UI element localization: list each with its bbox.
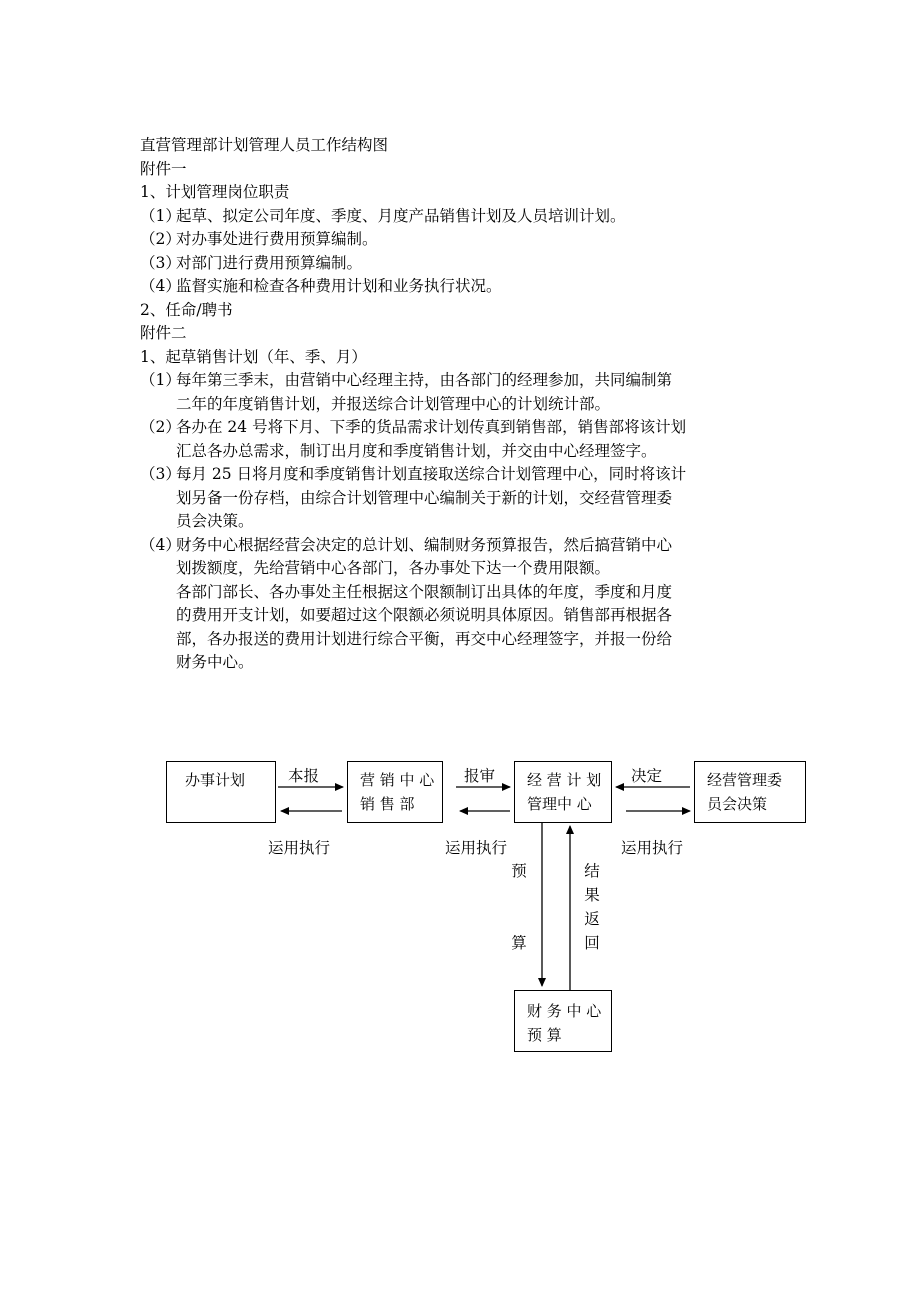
planning-center-box <box>514 761 612 823</box>
label-execute-left: 运用执行 <box>268 839 331 857</box>
label-execute-right: 运用执行 <box>621 839 684 857</box>
committee-box <box>694 761 806 823</box>
item-text-line: 每年第三季末，由营销中心经理主持，由各部门的经理参加，共同编制第 <box>176 371 673 389</box>
item-text-line: 汇总各办总需求，制订出月度和季度销售计划，并交由中心经理签字。 <box>176 441 657 460</box>
label-report: 本报 <box>288 767 320 785</box>
item-number: （3） <box>140 465 181 483</box>
box-text: 销 售 部 <box>360 795 415 813</box>
attachment-one-heading: 附件一 <box>140 159 187 178</box>
item-number: （4） <box>140 277 181 295</box>
paragraph-line: 财务中心。 <box>176 653 254 671</box>
item-number: （1） <box>140 371 181 389</box>
paragraph-line: 各部门部长、各办事处主任根据这个限额制订出具体的年度，季度和月度 <box>176 582 673 601</box>
item-text-line: 财务中心根据经营会决定的总计划、编制财务预算报告，然后搞营销中心 <box>176 535 673 554</box>
section-sales-plan-heading: 1、起草销售计划（年、季、月） <box>140 347 367 366</box>
item-text: 对办事处进行费用预算编制。 <box>176 230 378 248</box>
vertical-char: 回 <box>584 934 600 952</box>
label-budget-vertical <box>509 859 529 955</box>
office-plan-box <box>166 761 276 823</box>
box-text: 预 算 <box>527 1026 562 1044</box>
item-number: （2） <box>140 418 181 436</box>
box-text: 管理中 心 <box>527 795 592 813</box>
item-number: （4） <box>140 535 181 554</box>
item-text-line: 员会决策。 <box>176 512 254 530</box>
item-text-line: 划另备一份存档，由综合计划管理中心编制关于新的计划，交经营管理委 <box>176 488 673 507</box>
marketing-center-box <box>347 761 443 823</box>
vertical-char: 结 <box>584 862 600 880</box>
vertical-char: 预 <box>511 862 527 880</box>
item-text: 监督实施和检查各种费用计划和业务执行状况。 <box>176 277 502 295</box>
item-number: （1） <box>140 206 181 225</box>
section-duties-heading: 1、计划管理岗位职责 <box>140 183 290 201</box>
vertical-char: 返 <box>584 910 600 928</box>
attachment-two-heading: 附件二 <box>140 324 187 342</box>
label-review: 报审 <box>464 767 496 785</box>
document-title: 直营管理部计划管理人员工作结构图 <box>140 136 389 154</box>
label-execute-middle: 运用执行 <box>445 839 508 857</box>
paragraph-line: 的费用开支计划，如要超过这个限额必须说明具体原因。销售部再根据各 <box>176 606 673 624</box>
vertical-char: 算 <box>511 934 527 952</box>
box-text: 办事计划 <box>185 771 246 789</box>
finance-center-box <box>514 990 612 1052</box>
item-text: 起草、拟定公司年度、季度、月度产品销售计划及人员培训计划。 <box>176 206 626 225</box>
paragraph-line: 部，各办报送的费用计划进行综合平衡，再交中心经理签字，并报一份给 <box>176 629 673 648</box>
box-text: 营 销 中 心 <box>360 771 435 789</box>
item-text-line: 划拨额度，先给营销中心各部门，各办事处下达一个费用限额。 <box>176 559 611 577</box>
vertical-char: 果 <box>584 886 600 904</box>
label-decide: 决定 <box>631 767 663 785</box>
box-text: 员会决策 <box>707 795 768 813</box>
box-text: 经营管理委 <box>707 771 783 789</box>
box-text: 财 务 中 心 <box>527 1002 602 1020</box>
item-number: （3） <box>140 253 181 272</box>
item-text-line: 各办在 24 号将下月、下季的货品需求计划传真到销售部，销售部将该计划 <box>176 418 687 436</box>
label-result-vertical <box>582 859 602 955</box>
item-number: （2） <box>140 230 181 248</box>
section-appointment-heading: 2、任命/聘书 <box>140 300 233 319</box>
item-text-line: 二年的年度销售计划，并报送综合计划管理中心的计划统计部。 <box>176 394 611 413</box>
box-text: 经 营 计 划 <box>527 771 602 789</box>
item-text: 对部门进行费用预算编制。 <box>176 253 363 272</box>
item-text-line: 每月 25 日将月度和季度销售计划直接取送综合计划管理中心，同时将该计 <box>176 465 687 483</box>
